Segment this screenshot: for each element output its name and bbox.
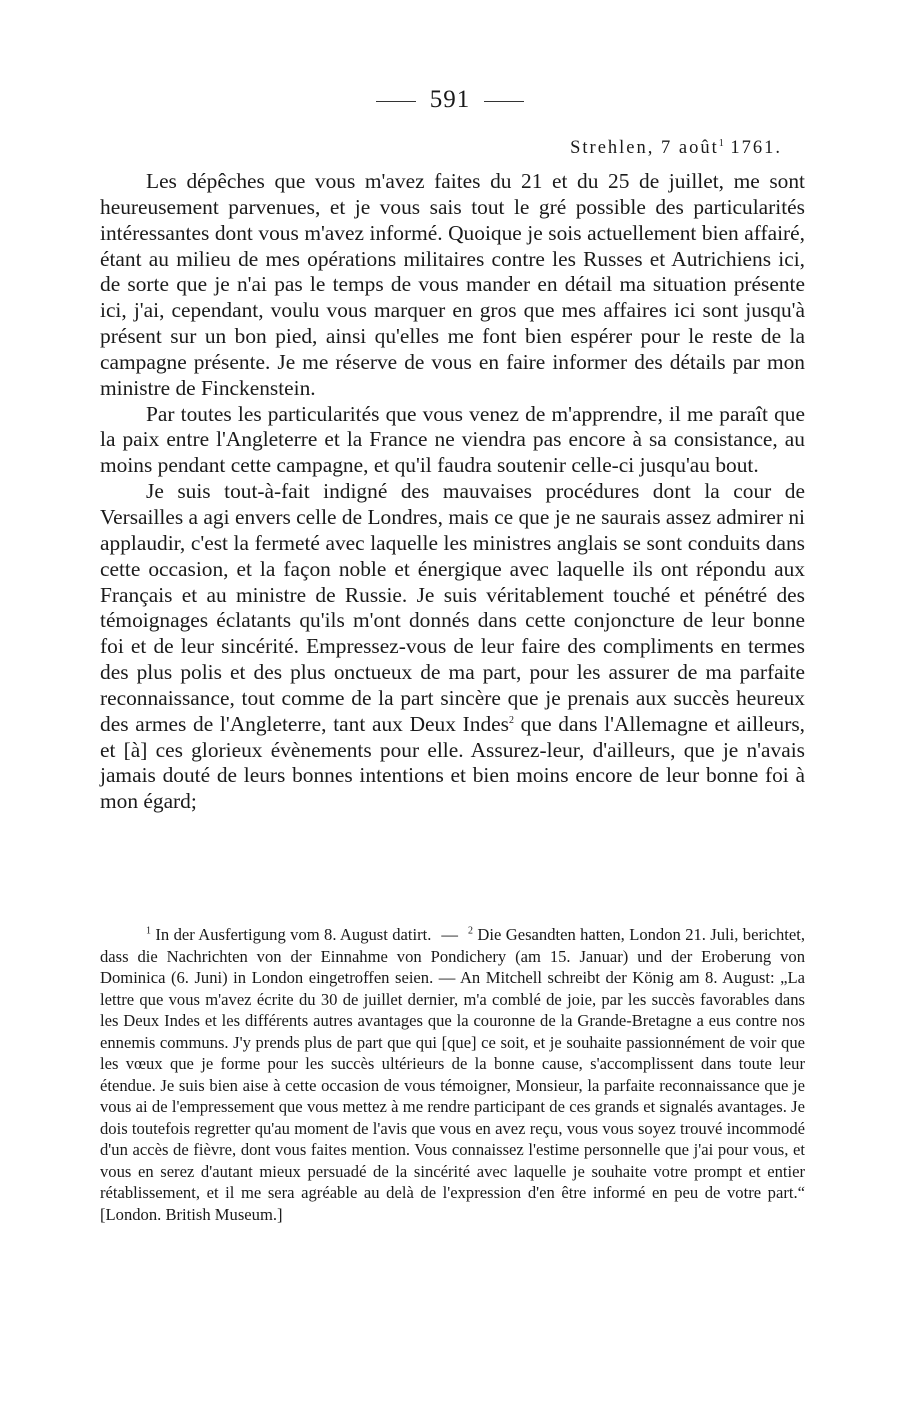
header-rule-left bbox=[376, 101, 416, 102]
dateline-place: Strehlen, bbox=[570, 138, 655, 159]
paragraph-2: Par toutes les particularités que vous venez de m'apprendre, il me paraît que la paix entre l'Angleterre et la France ne viendra pas encore à sa consistance, au moins pendant cette campagne, et qu'il faudra soutenir celle-ci jusqu'au bout. bbox=[100, 401, 805, 478]
footnote-2-mark: 2 bbox=[468, 925, 474, 937]
letter-body bbox=[100, 169, 805, 815]
paragraph-3-footnote-ref: 2 bbox=[508, 714, 514, 726]
header-rule-right bbox=[484, 101, 524, 102]
dateline bbox=[570, 138, 782, 159]
dateline-year: 1761. bbox=[730, 138, 782, 159]
page-number: 591 bbox=[429, 86, 471, 113]
paragraph-3-before-ref: Je suis tout-à-fait indigné des mauvaises procédures dont la cour de Versailles a agi envers celle de Londres, mais ce que je ne saurais assez admirer ni applaudir, c'est la fermeté avec laquelle les ministres anglais se sont conduits dans cette occasion, et la façon noble et énergique avec laquelle ils ont répondu aux Français et au ministre de Russie. Je suis véritablement touché et pénétré des témoignages éclatants qu'ils m'ont donnés dans cette conjoncture de leur bonne foi et de leur sincérité. Empressez-vous de leur faire des compliments en termes des plus polis et des plus onctueux de ma part, pour les assurer de ma parfaite reconnaissance, tout comme de la part sincère que je prenais aux succès heureux des armes de l'Angleterre, tant aux Deux Indes bbox=[100, 479, 805, 736]
footnote-1-text: In der Ausfertigung vom 8. August datirt. bbox=[155, 925, 432, 944]
dateline-footnote-ref: 1 bbox=[718, 138, 724, 149]
dateline-date: 7 août bbox=[661, 138, 719, 159]
paragraph-1: Les dépêches que vous m'avez faites du 21 et du 25 de juillet, me sont heureusement parvenues, et je vous sais tout le gré possible des particularités intéressantes dont vous m'avez informé. Quoique je sois actuellement bien affairé, étant au milieu de mes opérations militaires contre les Russes et Autrichiens ici, de sorte que je n'ai pas le temps de vous mander en détail ma situation présente ici, j'ai, cependant, voulu vous marquer en gros que mes affaires ici sont jusqu'à présent sur un bon pied, ainsi qu'elles me font bien espérer pour le reste de la campagne présente. Je me réserve de vous en faire informer des détails par mon ministre de Finckenstein. bbox=[100, 169, 805, 400]
paragraph-3-after-ref: que dans l'Allemagne et ailleurs, et [à] ces glorieux évènements pour elle. Assurez-leur, d'ailleurs, que je n'avais jamais douté de leurs bonnes intentions et bien moins encore de leur bonne foi à mon égard; bbox=[100, 711, 805, 814]
page-header bbox=[0, 86, 900, 114]
footnotes bbox=[100, 924, 805, 1225]
footnote-separator: — bbox=[441, 925, 459, 944]
footnote-1-mark: 1 bbox=[146, 925, 151, 937]
footnote-2-text: Die Gesandten hatten, London 21. Juli, berichtet, dass die Nachrichten von der Einnahme von Pondichery (am 15. Januar) und der Eroberung von Dominica (6. Juni) in London eingetroffen seien. — An Mitchell schreibt der König am 8. August: „La lettre que vous m'avez écrite du 30 de juillet dernier, m'a comblé de joie, par les succès favorables dans les Deux Indes et les différents autres avantages que la couronne de la Grande-Bretagne a eus contre nos ennemis communs. J'y prends plus de part que qui [que] ce soit, et je souhaite passionnément de voir que les vœux que je forme pour les succès ultérieurs de la bonne cause, s'accomplissent dans toute leur étendue. Je suis bien aise à cette occasion de vous témoigner, Monsieur, la parfaite reconnaissance que je vous ai de l'empressement que vous mettez à me rendre participant de ces grands et signalés avantages. Je dois toutefois regretter qu'au moment de l'avis que vous en avez reçu, vous vous soyez trouvé incommodé d'un accès de fièvre, dont vous faites mention. Vous connaissez l'estime personnelle que j'ai pour vous, et vous en serez d'autant mieux persuadé de la sincérité avec laquelle je souhaite votre prompt et entier rétablissement, et il me sera agréable au delà de l'expression d'en être informé en peu de votre part.“ [London. British Museum.] bbox=[100, 925, 805, 1224]
footnote-block bbox=[100, 924, 805, 1225]
paragraph-3 bbox=[100, 479, 805, 815]
